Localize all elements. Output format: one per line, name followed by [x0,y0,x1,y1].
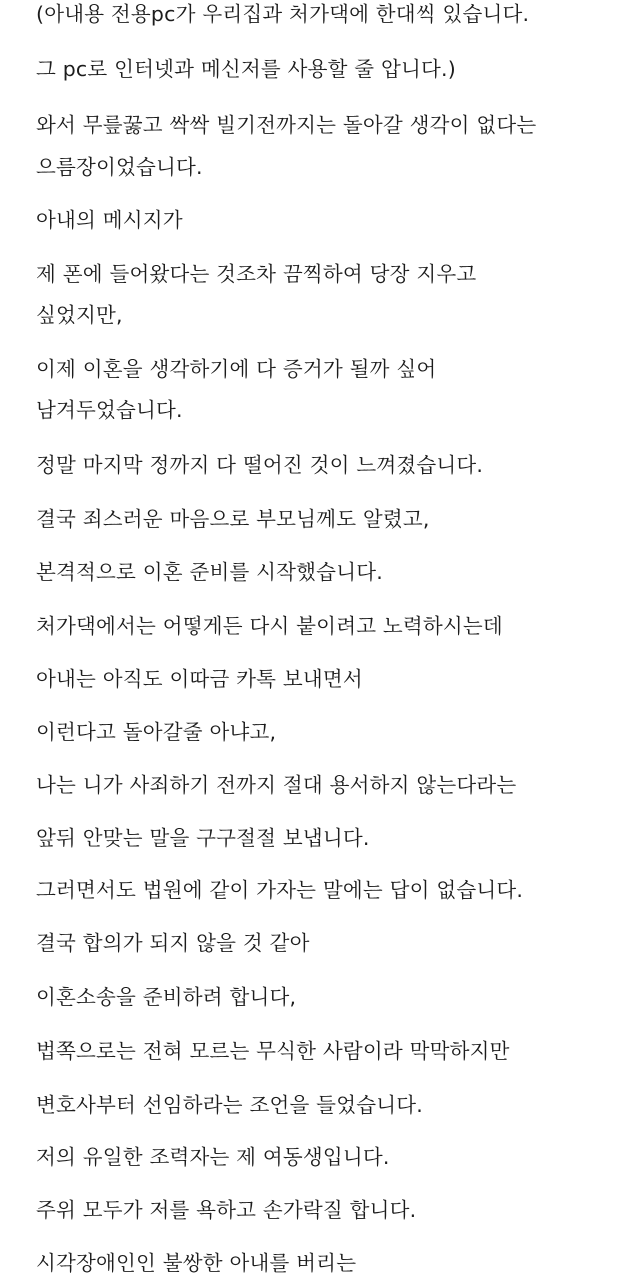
text-line: 처가댁에서는 어떻게든 다시 붙이려고 노력하시는데 [36,614,503,638]
text-line: 앞뒤 안맞는 말을 구구절절 보냅니다. [36,826,370,850]
text-line: 으름장이었습니다. [36,155,203,179]
text-line: 싶었지만, [36,303,123,327]
text-line: 아내는 아직도 이따금 카톡 보내면서 [36,667,363,691]
text-line: 변호사부터 선임하라는 조언을 들었습니다. [36,1093,423,1117]
text-line: 법쪽으로는 전혀 모르는 무식한 사람이라 막막하지만 [36,1039,510,1063]
text-line: (아내용 전용pc가 우리집과 처가댁에 한대씩 있습니다. [36,2,530,26]
text-line: 아내의 메시지가 [36,208,183,232]
text-line: 이제 이혼을 생각하기에 다 증거가 될까 싶어 [36,357,437,381]
text-line: 그 pc로 인터넷과 메신저를 사용할 줄 압니다.) [36,57,456,81]
text-line: 정말 마지막 정까지 다 떨어진 것이 느껴졌습니다. [36,453,484,477]
text-line: 와서 무릎꿇고 싹싹 빌기전까지는 돌아갈 생각이 없다는 [36,113,537,137]
text-line: 그러면서도 법원에 같이 가자는 말에는 답이 없습니다. [36,878,524,902]
text-line: 결국 합의가 되지 않을 것 같아 [36,931,310,955]
text-line: 결국 죄스러운 마음으로 부모님께도 알렸고, [36,507,430,531]
text-line: 이런다고 돌아갈줄 아냐고, [36,720,277,744]
text-line: 제 폰에 들어왔다는 것조차 끔찍하여 당장 지우고 [36,262,477,286]
article-body [36,0,626,1280]
text-line: 이혼소송을 준비하려 합니다, [36,985,297,1009]
text-line: 시각장애인인 불쌍한 아내를 버리는 [36,1251,357,1275]
text-line: 본격적으로 이혼 준비를 시작했습니다. [36,560,383,584]
text-line: 나는 니가 사죄하기 전까지 절대 용서하지 않는다라는 [36,773,517,797]
text-line: 저의 유일한 조력자는 제 여동생입니다. [36,1145,390,1169]
text-line: 남겨두었습니다. [36,398,183,422]
text-line: 주위 모두가 저를 욕하고 손가락질 합니다. [36,1198,417,1222]
